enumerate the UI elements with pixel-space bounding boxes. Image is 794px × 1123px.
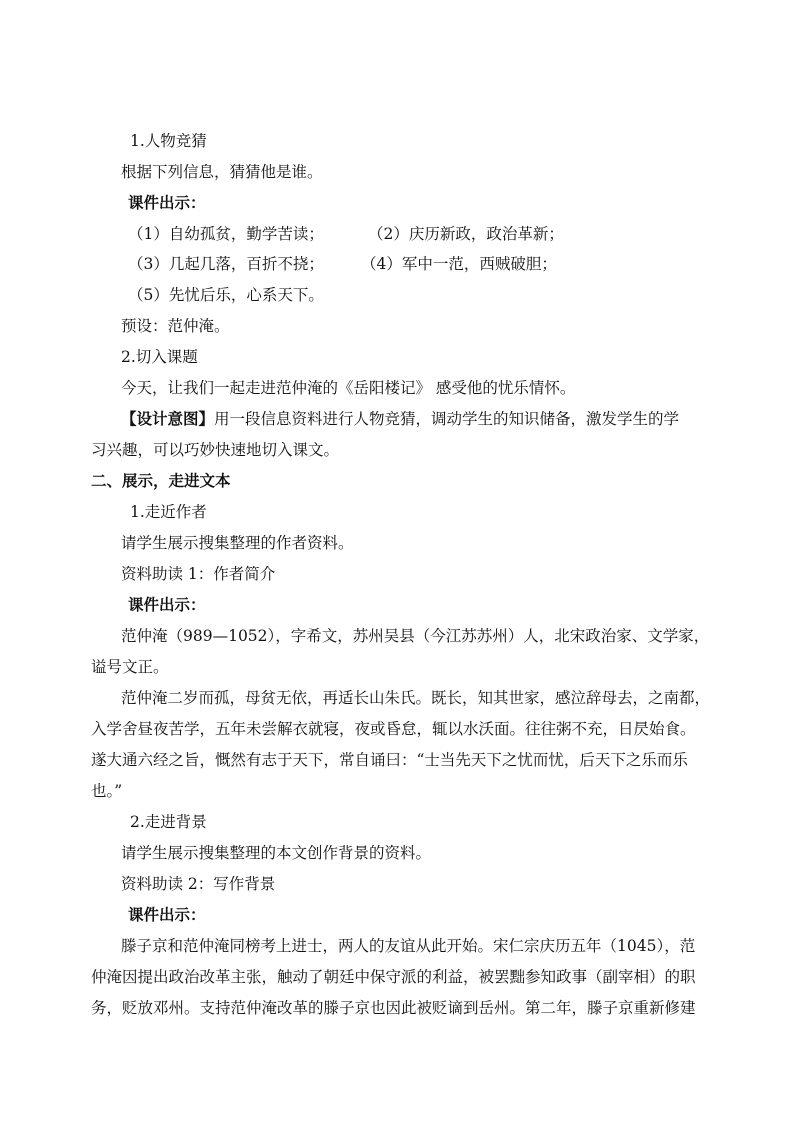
item1-heading: 1.人物竞猜 (130, 132, 207, 150)
design-intent-text-2: 习兴趣，可以巧妙快速地切入课文。 (91, 441, 340, 459)
background-para-line3: 务，贬放邓州。支持范仲淹改革的滕子京也因此被贬谪到岳州。第二年，滕子京重新修建 (91, 999, 696, 1017)
author-instruction: 请学生展示搜集整理的作者资料。 (121, 534, 354, 552)
item2-text: 今天，让我们一起走进范仲淹的《岳阳楼记》 感受他的忧乐情怀。 (121, 379, 576, 397)
author-heading: 1.走近作者 (130, 503, 207, 521)
clue-4: （4）军中一范，西贼破胆； (361, 255, 557, 273)
item1-prompt: 根据下列信息，猜猜他是谁。 (121, 163, 323, 181)
clue-3: （3）几起几落，百折不挠； (128, 255, 324, 273)
author-para1-line1: 范仲淹（989—1052），字希文，苏州吴县（今江苏苏州）人，北宋政治家、文学家， (121, 627, 710, 645)
section2-heading: 二、展示，走进文本 (91, 471, 231, 490)
author-courseware-label: 课件出示： (128, 595, 206, 614)
author-material-label: 资料助读 1：作者简介 (121, 565, 276, 583)
background-material-label: 资料助读 2：写作背景 (121, 875, 276, 893)
preset-answer: 预设：范仲淹。 (121, 317, 230, 335)
courseware-label: 课件出示： (128, 193, 206, 212)
design-intent-line-1 (121, 409, 679, 429)
background-heading: 2.走进背景 (130, 813, 207, 831)
item2-heading: 2.切入课题 (121, 348, 198, 366)
clue-2: （2）庆历新政，政治革新； (368, 225, 564, 243)
clue-row-1 (128, 224, 564, 244)
background-courseware-label: 课件出示： (128, 905, 206, 924)
design-intent-text-1: 用一段信息资料进行人物竞猜，调动学生的知识储备，激发学生的学 (214, 410, 680, 428)
background-para-line2: 仲淹因提出政治改革主张，触动了朝廷中保守派的利益，被罢黜参知政事（副宰相）的职 (91, 968, 696, 986)
clue-5: （5）先忧后乐，心系天下。 (128, 286, 324, 304)
author-para2-line2: 入学舍昼夜苦学，五年未尝解衣就寝，夜或昏怠，辄以水沃面。往往粥不充，日昃始食。 (91, 720, 696, 738)
design-intent-label: 【设计意图】 (121, 409, 215, 428)
author-para1-line2: 谥号文正。 (91, 658, 169, 676)
author-para2-line1: 范仲淹二岁而孤，母贫无依，再适长山朱氏。既长，知其世家，感泣辞母去，之南都， (121, 689, 711, 707)
clue-1: （1）自幼孤贫，勤学苦读； (128, 225, 324, 243)
background-para-line1: 滕子京和范仲淹同榜考上进士，两人的友谊从此开始。宋仁宗庆历五年（1045），范 (121, 937, 696, 955)
author-para2-line3: 遂大通六经之旨，慨然有志于天下，常自诵曰：“士当先天下之忧而忧，后天下之乐而乐 (91, 751, 688, 769)
author-para2-line4: 也。” (91, 782, 123, 800)
background-instruction: 请学生展示搜集整理的本文创作背景的资料。 (121, 844, 432, 862)
clue-row-2 (128, 254, 557, 274)
